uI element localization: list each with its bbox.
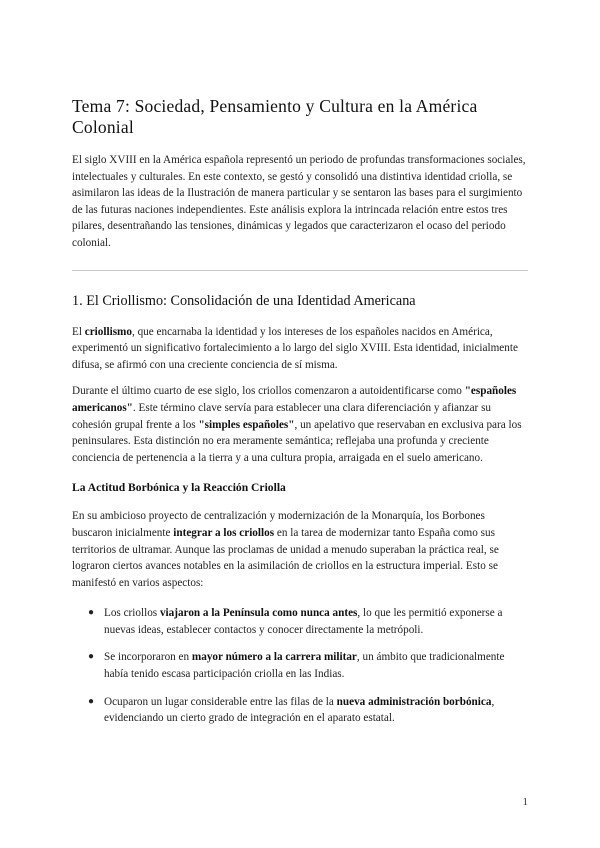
bold-term: criollismo (84, 325, 132, 338)
text-run: , un ámbito que tradicionalmente había tenido escasa participación criolla en las Indias. (104, 651, 505, 681)
text-run: Se incorporaron en (104, 651, 192, 664)
text-run: , un apelativo que reservaban en exclusiva para los peninsulares. Esta distinción no era meramente semántica; reflejaba una profunda y creciente conciencia de pertenencia a la tierra y a una cultura propia, arraigada en el suelo americano. (72, 418, 522, 464)
bold-term: "simples españoles" (198, 418, 295, 431)
list-item (72, 605, 528, 638)
text-run: en la tarea de modernizar tanto España como sus territorios de ultramar. Aunque las proclamas de unidad a menudo superaban la práctica real, se lograron ciertos avances notables en la asimilación de criollos en la estructura imperial. Esto se manifestó en varios aspectos: (72, 526, 499, 589)
page-number: 1 (522, 796, 528, 808)
bullet-list (72, 605, 528, 727)
bold-term: nueva administración borbónica (336, 695, 492, 708)
bold-term: integrar a los criollos (173, 526, 275, 539)
section-divider (72, 270, 528, 271)
espanoles-americanos-paragraph (72, 383, 528, 466)
list-item (72, 694, 528, 727)
bullet-icon: ● (88, 607, 95, 619)
criollismo-paragraph (72, 324, 528, 374)
subsection-heading: La Actitud Borbónica y la Reacción Criolla (72, 481, 286, 495)
text-run: Ocuparon un lugar considerable entre las filas de la (104, 695, 337, 708)
text-run: Durante el último cuarto de ese siglo, los criollos comenzaron a autoidentificarse como (72, 385, 465, 398)
text-run: . Este término clave servía para establecer una clara diferenciación y afianzar su cohesión grupal frente a los (72, 401, 492, 431)
document-body (72, 96, 528, 738)
text-run: Los criollos (104, 607, 160, 620)
list-item (72, 649, 528, 682)
bold-term: mayor número a la carrera militar (191, 651, 357, 664)
page-title: Tema 7: Sociedad, Pensamiento y Cultura en la América Colonial (72, 96, 478, 137)
bullet-icon: ● (88, 651, 95, 663)
bold-term: viajaron a la Península como nunca antes (159, 607, 358, 620)
text-run: , evidenciando un cierto grado de integración en el aparato estatal. (104, 695, 495, 725)
text-run: , lo que les permitió exponerse a nuevas ideas, establecer contactos y conocer directamente la metrópoli. (104, 607, 503, 636)
bullet-icon: ● (88, 695, 95, 707)
section-heading: 1. El Criollismo: Consolidación de una Identidad Americana (72, 292, 416, 309)
text-run: El (72, 325, 85, 338)
borbones-paragraph (72, 508, 528, 591)
text-run: , que encarnaba la identidad y los intereses de los españoles nacidos en América, experimentó un significativo fortalecimiento a lo largo del siglo XVIII. Esta identidad, inicialmente difusa, se afirmó con una creciente conciencia de sí misma. (72, 325, 518, 371)
intro-paragraph: El siglo XVIII en la América española representó un periodo de profundas transformaciones sociales, intelectuales y culturales. En este contexto, se gestó y consolidó una distintiva identidad criolla, se asimilaron las ideas de la Ilustración de manera particular y se sentaron las bases para el surgimiento de las futuras naciones independientes. Este análisis explora la intrincada relación entre estos tres pilares, desentrañando las tensiones, dinámicas y legados que caracterizaron el ocaso del periodo colonial. (72, 154, 526, 249)
text-run: En su ambicioso proyecto de centralización y modernización de la Monarquía, los Borbones buscaron inicialmente (72, 510, 485, 539)
bold-term: "españoles americanos" (72, 385, 517, 414)
